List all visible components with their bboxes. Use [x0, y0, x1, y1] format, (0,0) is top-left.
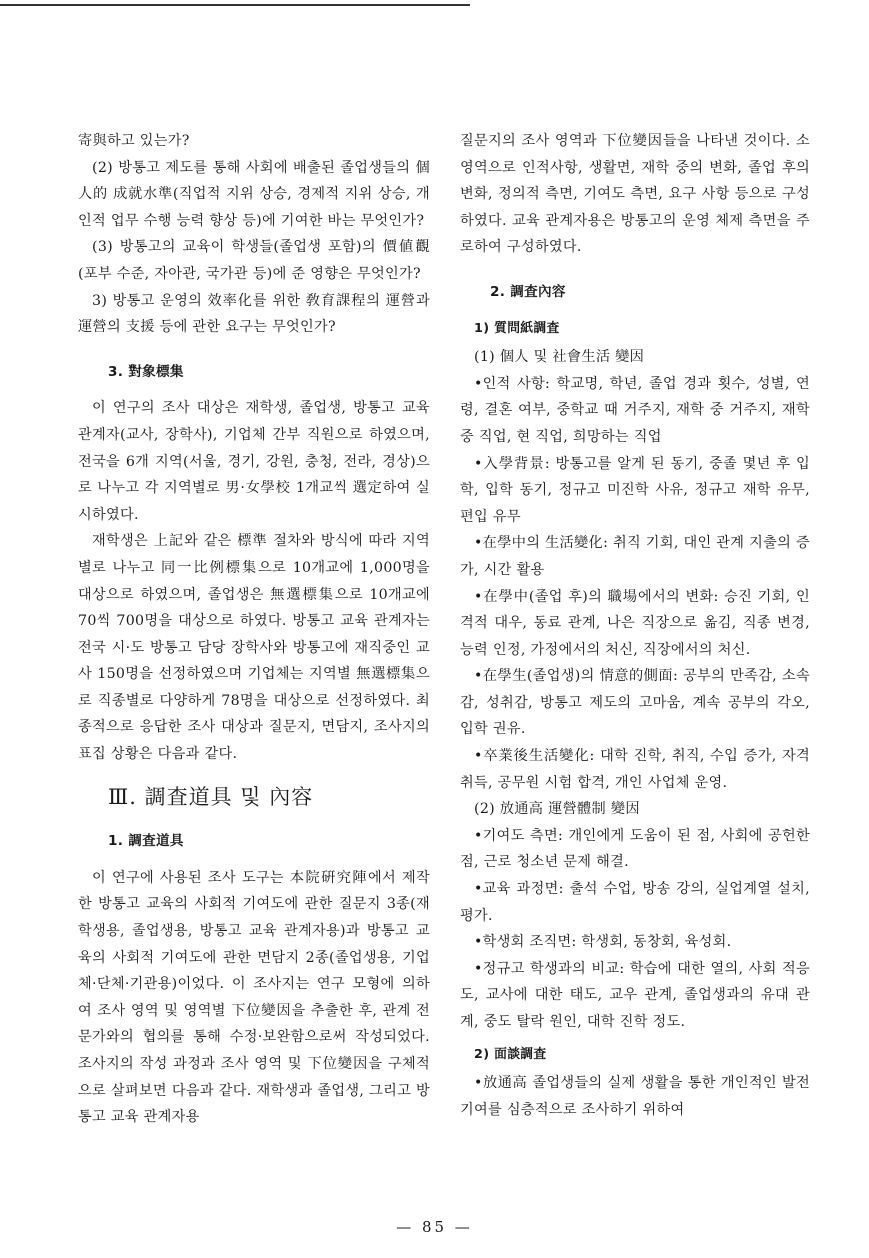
subsection-heading: 2) 面談調査	[474, 1046, 547, 1062]
paragraph: (2) 방통고 제도를 통해 사회에 배출된 졸업생들의 個人的 成就水準(직업적 지위 상승, 경제적 지위 상승, 개인적 업무 수행 능력 향상 등)에 기여한 바는 무엇인가?	[78, 159, 430, 229]
bullet-item: •放通高 졸업생들의 실제 생활을 통한 개인적인 발전 기여를 심층적으로 조사하기 위하여	[460, 1075, 810, 1118]
chapter-heading: Ⅲ. 調査道具 및 內容	[108, 784, 314, 809]
paragraph: 3) 방통고 운영의 效率化를 위한 敎育課程의 運營과 運營의 支援 등에 관한 요구는 무엇인가?	[78, 292, 430, 336]
page-number: — 85 —	[396, 1218, 473, 1236]
paragraph: 재학생은 上記와 같은 標準 절차와 방식에 따라 지역별로 나누고 同一比例標集으로 10개교에 1,000명을 대상으로 하였으며, 졸업생은 無選標集으로 10개교에 70씩 700명을 대상으로 하였다. 방통고 교육 관계자는 전국 시·도 방통고 담당 장학사와 방통고에 재직중인 교사 150명을 선정하였으며 기업체는 지역별 無選標集으로 직종별로 다양하게 78명을 대상으로 선정하였다. 최종적으로 응답한 조사 대상과 질문지, 면담지, 조사지의 표집 상황은 다음과 같다.	[78, 533, 430, 763]
paragraph: 寄與하고 있는가?	[78, 133, 190, 149]
subsubsection-heading: (1) 個人 및 社會生活 變因	[474, 349, 645, 366]
section-heading: 1. 調査道具	[108, 833, 184, 850]
left-column	[78, 128, 430, 1131]
top-rule	[0, 4, 470, 6]
subsection-heading: 1) 質問紙調査	[474, 320, 560, 336]
section-heading: 2. 調査內容	[490, 283, 566, 300]
bullet-item: •인적 사항: 학교명, 학년, 졸업 경과 횟수, 성별, 연령, 결혼 여부, 중학교 때 거주지, 재학 중 거주지, 재학 중 직업, 현 직업, 희망하는 직업	[460, 375, 810, 445]
paragraph: (3) 방통고의 교육이 학생들(졸업생 포함)의 價値觀(포부 수준, 자아관, 국가관 등)에 준 영향은 무엇인가?	[78, 239, 430, 282]
bullet-item: •학생회 조직면: 학생회, 동창회, 육성회.	[474, 934, 732, 951]
paragraph: 이 연구에 사용된 조사 도구는 本院硏究陣에서 제작한 방통고 교육의 사회적 기여도에 관한 질문지 3종(재학생용, 졸업생용, 방통고 교육 관계자용)과 방통고 교육의 사회적 기여도에 관한 면담지 2종(졸업생용, 기업체·단체·기관용)이었다. 이 조사지는 연구 모형에 의하여 조사 영역 및 영역별 下位變因을 추출한 후, 관계 전문가와의 협의를 통해 수정·보완함으로써 작성되었다. 조사지의 작성 과정과 조사 영역 및 下位變因을 구체적으로 살펴보면 다음과 같다. 재학생과 졸업생, 그리고 방통고 교육 관계자용	[78, 869, 430, 1126]
bullet-item: •기여도 측면: 개인에게 도움이 된 점, 사회에 공헌한 점, 근로 청소년 문제 해결.	[460, 827, 810, 871]
paragraph: 질문지의 조사 영역과 下位變因들을 나타낸 것이다. 소 영역으로 인적사항, 생활면, 재학 중의 변화, 졸업 후의 변화, 정의적 측면, 기여도 측면, 요구 사항 등으로 구성하였다. 교육 관계자용은 방통고의 운영 체제 측면을 주로하여 구성하였다.	[460, 133, 810, 256]
subsubsection-heading: (2) 放通高 運營體制 變因	[474, 801, 640, 818]
bullet-item: •정규고 학생과의 비교: 학습에 대한 열의, 사회 적응도, 교사에 대한 태도, 교우 관계, 졸업생과의 유대 관계, 중도 탈락 원인, 대학 진학 정도.	[460, 960, 810, 1030]
right-column	[460, 128, 810, 1123]
bullet-item: •교육 과정면: 출석 수업, 방송 강의, 실업계열 설치, 평가.	[460, 881, 810, 924]
bullet-item: •卒業後生活變化: 대학 진학, 취직, 수입 증가, 자격 취득, 공무원 시험 합격, 개인 사업체 운영.	[460, 748, 810, 791]
bullet-item: •入學背景: 방통고를 알게 된 동기, 중졸 몇년 후 입학, 입학 동기, 정규고 미진학 사유, 정규고 재학 유무, 편입 유무	[460, 455, 810, 525]
paragraph: 이 연구의 조사 대상은 재학생, 졸업생, 방통고 교육 관계자(교사, 장학사), 기업체 간부 직원으로 하였으며, 전국을 6개 지역(서울, 경기, 강원, 충청, 전라, 경상)으로 나누고 각 지역별로 男·女學校 1개교씩 選定하여 실시하였다.	[78, 400, 430, 523]
bullet-item: •在學中(졸업 후)의 職場에서의 변화: 승진 기회, 인격적 대우, 동료 관계, 나은 직장으로 옮김, 직종 변경, 능력 인정, 가정에서의 처신, 직장에서의 처신.	[460, 588, 810, 658]
section-heading: 3. 對象標集	[108, 363, 184, 380]
bullet-item: •在學中의 生活變化: 취직 기회, 대인 관계 지출의 증가, 시간 활용	[460, 535, 810, 578]
bullet-item: •在學生(졸업생)의 情意的側面: 공부의 만족감, 소속감, 성취감, 방통고 제도의 고마움, 계속 공부의 각오, 입학 권유.	[460, 668, 810, 738]
